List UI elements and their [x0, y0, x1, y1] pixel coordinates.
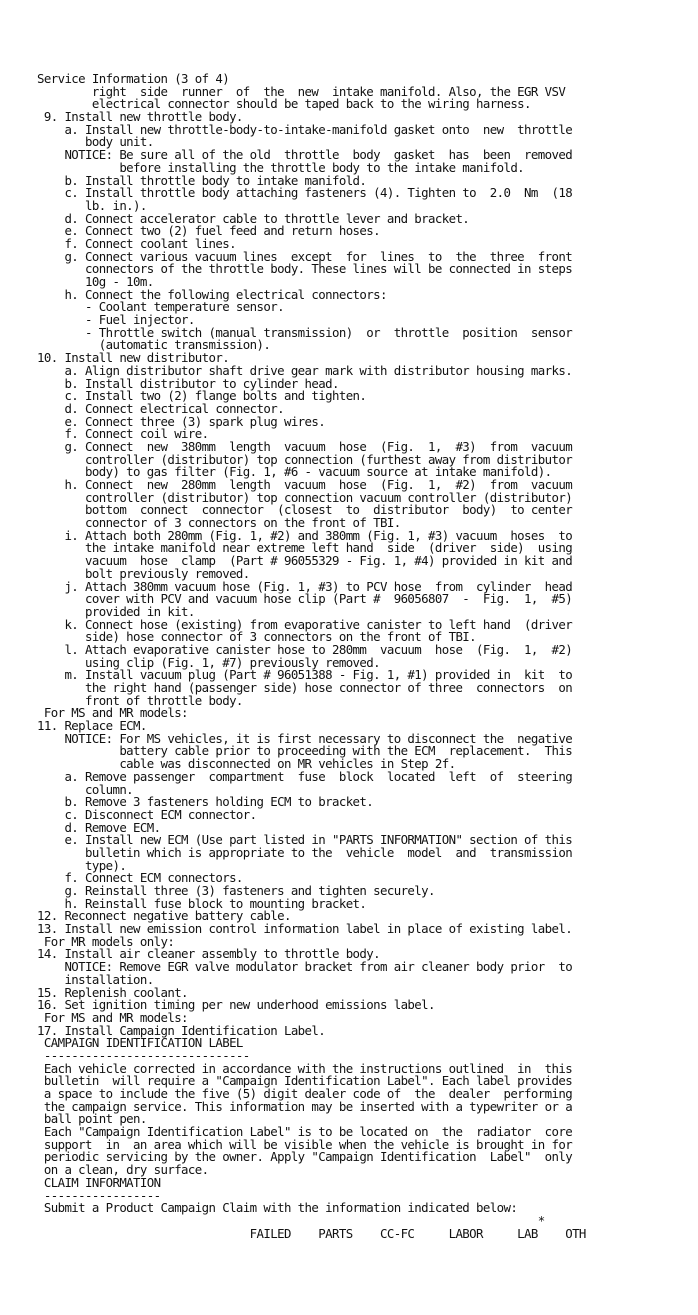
text-line: column.	[37, 781, 134, 797]
text-line: body unit.	[37, 134, 154, 150]
text-line: e. Connect three (3) spark plug wires.	[37, 413, 326, 429]
text-line: f. Connect ECM connectors.	[37, 870, 243, 886]
text-line: 17. Install Campaign Identification Label.	[37, 1022, 326, 1038]
text-line: Submit a Product Campaign Claim with the information indicated below:	[37, 1200, 518, 1216]
text-line: a. Align distributor shaft drive gear mark with distributor housing marks.	[37, 362, 573, 378]
text-line: NOTICE: Be sure all of the old throttle body gasket has been removed	[37, 147, 573, 163]
text-line: h. Connect the following electrical connectors:	[37, 286, 387, 302]
text-line: c. Disconnect ECM connector.	[37, 806, 257, 822]
text-line: - Fuel injector.	[37, 312, 195, 328]
service-bulletin-text	[37, 73, 677, 1240]
text-line: a space to include the five (5) digit dealer code of the dealer performing	[37, 1086, 573, 1101]
text-line: provided in kit.	[37, 603, 195, 619]
text-line: g. Reinstall three (3) fasteners and tighten securely.	[37, 883, 435, 898]
text-line: f. Connect coolant lines.	[37, 235, 236, 251]
text-line: h. Connect new 280mm length vacuum hose (Fig. 1, #2) from vacuum	[37, 477, 573, 492]
text-line: bulletin which is appropriate to the vehicle model and transmission	[37, 844, 573, 860]
text-line: installation.	[37, 971, 154, 987]
text-line: For MR models only:	[37, 933, 175, 949]
text-line: bulletin will require a "Campaign Identification Label". Each label provides	[37, 1073, 573, 1089]
text-line: b. Remove 3 fasteners holding ECM to bracket.	[37, 794, 374, 810]
text-line: -----------------	[37, 1187, 161, 1203]
text-line: the intake manifold near extreme left hand side (driver side) using	[37, 540, 573, 556]
text-line: right side runner of the new intake manifold. Also, the EGR VSV	[37, 83, 566, 99]
text-line: - Coolant temperature sensor.	[37, 299, 284, 315]
text-line: type).	[37, 857, 127, 873]
text-line: l. Attach evaporative canister hose to 280mm vacuum hose (Fig. 1, #2)	[37, 641, 573, 657]
text-line: cable was disconnected on MR vehicles in Step 2f.	[37, 756, 456, 772]
text-line: For MS and MR models:	[37, 1009, 188, 1025]
text-line: connectors of the throttle body. These lines will be connected in steps	[37, 261, 573, 277]
text-line: a. Remove passenger compartment fuse block located left of steering	[37, 768, 573, 784]
text-line: CAMPAIGN IDENTIFICATION LABEL	[37, 1035, 243, 1051]
text-line: - Throttle switch (manual transmission) or throttle position sensor	[37, 324, 573, 340]
text-line: c. Install two (2) flange bolts and tighten.	[37, 388, 367, 404]
text-line: controller (distributor) top connection vacuum controller (distributor)	[37, 489, 573, 505]
text-line: d. Connect electrical connector.	[37, 400, 284, 416]
text-line: e. Install new ECM (Use part listed in "PARTS INFORMATION" section of this	[37, 832, 573, 848]
text-line: 12. Reconnect negative battery cable.	[37, 908, 291, 924]
text-line: on a clean, dry surface.	[37, 1162, 209, 1178]
text-line: ------------------------------	[37, 1047, 250, 1063]
text-line: bottom connect connector (closest to distributor body) to center	[37, 502, 573, 518]
text-line: before installing the throttle body to the intake manifold.	[37, 159, 525, 175]
text-line: *	[37, 1212, 545, 1228]
text-line: k. Connect hose (existing) from evaporative canister to left hand (driver	[37, 616, 573, 632]
text-line: side) hose connector of 3 connectors on the front of TBI.	[37, 629, 477, 645]
text-line: d. Connect accelerator cable to throttle lever and bracket.	[37, 210, 470, 226]
text-line: 15. Replenish coolant.	[37, 984, 188, 1000]
text-line: NOTICE: Remove EGR valve modulator bracket from air cleaner body prior to	[37, 959, 573, 975]
text-line: b. Install throttle body to intake manifold.	[37, 172, 367, 188]
text-line: Service Information (3 of 4)	[37, 71, 230, 86]
text-line: b. Install distributor to cylinder head.	[37, 375, 339, 391]
text-line: 13. Install new emission control information label in place of existing label.	[37, 921, 573, 937]
text-line: bolt previously removed.	[37, 565, 250, 581]
text-line: g. Connect new 380mm length vacuum hose (Fig. 1, #3) from vacuum	[37, 438, 573, 454]
text-line: 16. Set ignition timing per new underhood emissions label.	[37, 997, 435, 1013]
text-line: Each "Campaign Identification Label" is to be located on the radiator core	[37, 1124, 573, 1140]
text-line: lb. in.).	[37, 197, 147, 213]
text-line: ball point pen.	[37, 1111, 147, 1127]
text-line: front of throttle body.	[37, 692, 243, 708]
text-line: the campaign service. This information may be inserted with a typewriter or a	[37, 1098, 573, 1114]
text-line: controller (distributor) top connection (furthest away from distributor	[37, 451, 573, 467]
text-line: c. Install throttle body attaching fasteners (4). Tighten to 2.0 Nm (18	[37, 185, 573, 201]
text-line: vacuum hose clamp (Part # 96055329 - Fig. 1, #4) provided in kit and	[37, 553, 573, 569]
text-line: electrical connector should be taped back to the wiring harness.	[37, 96, 531, 112]
text-line: 9. Install new throttle body.	[37, 109, 243, 125]
text-line: FAILED PARTS CC-FC LABOR LAB OTH	[37, 1225, 586, 1241]
text-line: a. Install new throttle-body-to-intake-manifold gasket onto new throttle	[37, 121, 573, 137]
text-line: i. Attach both 280mm (Fig. 1, #2) and 380mm (Fig. 1, #3) vacuum hoses to	[37, 527, 573, 543]
text-line: m. Install vacuum plug (Part # 96051388 - Fig. 1, #1) provided in kit to	[37, 667, 573, 683]
text-line: 10g - 10m.	[37, 274, 154, 289]
text-line: For MS and MR models:	[37, 705, 188, 721]
text-line: using clip (Fig. 1, #7) previously removed.	[37, 654, 380, 670]
text-line: support in an area which will be visible when the vehicle is brought in for	[37, 1136, 573, 1152]
text-line: body) to gas filter (Fig. 1, #6 - vacuum source at intake manifold).	[37, 464, 552, 480]
text-line: 11. Replace ECM.	[37, 718, 147, 734]
text-line: (automatic transmission).	[37, 337, 271, 353]
text-line: CLAIM INFORMATION	[37, 1174, 161, 1190]
text-line: 14. Install air cleaner assembly to throttle body.	[37, 946, 380, 962]
text-line: connector of 3 connectors on the front of TBI.	[37, 515, 401, 531]
text-line: NOTICE: For MS vehicles, it is first necessary to disconnect the negative	[37, 730, 573, 746]
text-line: cover with PCV and vacuum hose clip (Part # 96056807 - Fig. 1, #5)	[37, 591, 573, 607]
text-line: battery cable prior to proceeding with the ECM replacement. This	[37, 743, 573, 759]
text-line: h. Reinstall fuse block to mounting bracket.	[37, 895, 367, 911]
text-line: f. Connect coil wire.	[37, 426, 209, 442]
text-line: 10. Install new distributor.	[37, 350, 230, 366]
text-line: j. Attach 380mm vacuum hose (Fig. 1, #3) to PCV hose from cylinder head	[37, 578, 573, 594]
text-line: the right hand (passenger side) hose connector of three connectors on	[37, 680, 573, 695]
text-line: g. Connect various vacuum lines except for lines to the three front	[37, 248, 573, 264]
text-line: e. Connect two (2) fuel feed and return hoses.	[37, 223, 380, 239]
text-line: periodic servicing by the owner. Apply "Campaign Identification Label" only	[37, 1149, 573, 1165]
text-line: d. Remove ECM.	[37, 819, 161, 835]
text-line: Each vehicle corrected in accordance with the instructions outlined in this	[37, 1060, 573, 1076]
